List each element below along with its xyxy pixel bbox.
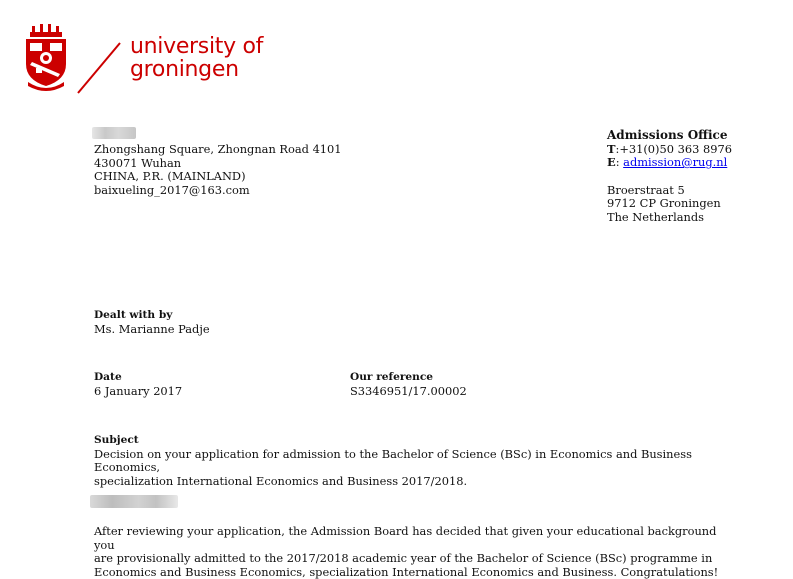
reference-label: Our reference [350, 371, 434, 383]
body-line2: are provisionally admitted to the 2017/2018 academic year of the Bachelor of Science (BSc) programme in [94, 551, 713, 566]
recipient-address-line3: CHINA, P.R. (MAINLAND) [94, 169, 246, 184]
email-label: E [607, 155, 616, 170]
office-email [607, 156, 732, 170]
wordmark-line2: groningen [130, 57, 239, 82]
reference-block [350, 371, 467, 398]
body-line1: After reviewing your application, the Admission Board has decided that given your educational background you [94, 524, 717, 552]
redacted-recipient-name [92, 127, 136, 139]
university-wordmark [130, 35, 263, 81]
office-title: Admissions Office [607, 128, 728, 142]
office-street: Broerstraat 5 [607, 182, 685, 197]
subject-line2: specialization International Economics and Business 2017/2018. [94, 473, 468, 488]
date-block [94, 371, 182, 398]
dealt-with-block [94, 309, 210, 336]
redacted-salutation [90, 495, 178, 508]
office-phone [607, 143, 732, 157]
subject-line1: Decision on your application for admission to the Bachelor of Science (BSc) in Economics and Business Economics, [94, 446, 692, 475]
dealt-with-name: Ms. Marianne Padje [94, 321, 210, 336]
phone-label: T [607, 141, 616, 156]
body-line3: Economics and Business Economics, specialization International Economics and Business. Congratulations! [94, 564, 719, 579]
subject-block [94, 434, 734, 488]
email-separator: : [615, 155, 624, 170]
office-email-link[interactable]: admission@rug.nl [623, 155, 728, 170]
university-crest-logo [24, 24, 68, 94]
office-city: 9712 CP Groningen [607, 196, 721, 211]
subject-label: Subject [94, 434, 139, 446]
admissions-office-block [607, 129, 732, 225]
recipient-address-line2: 430071 Wuhan [94, 155, 182, 170]
recipient-address [94, 143, 342, 197]
phone-number: :+31(0)50 363 8976 [615, 141, 732, 156]
date-value: 6 January 2017 [94, 383, 183, 398]
dealt-with-label: Dealt with by [94, 309, 173, 321]
logo-slash [72, 40, 128, 96]
reference-value: S3346951/17.00002 [350, 383, 467, 398]
office-country: The Netherlands [607, 209, 705, 224]
wordmark-line1: university of [130, 34, 264, 59]
recipient-address-line1: Zhongshang Square, Zhongnan Road 4101 [94, 142, 342, 156]
recipient-email: baixueling_2017@163.com [94, 182, 250, 197]
date-label: Date [94, 371, 122, 383]
